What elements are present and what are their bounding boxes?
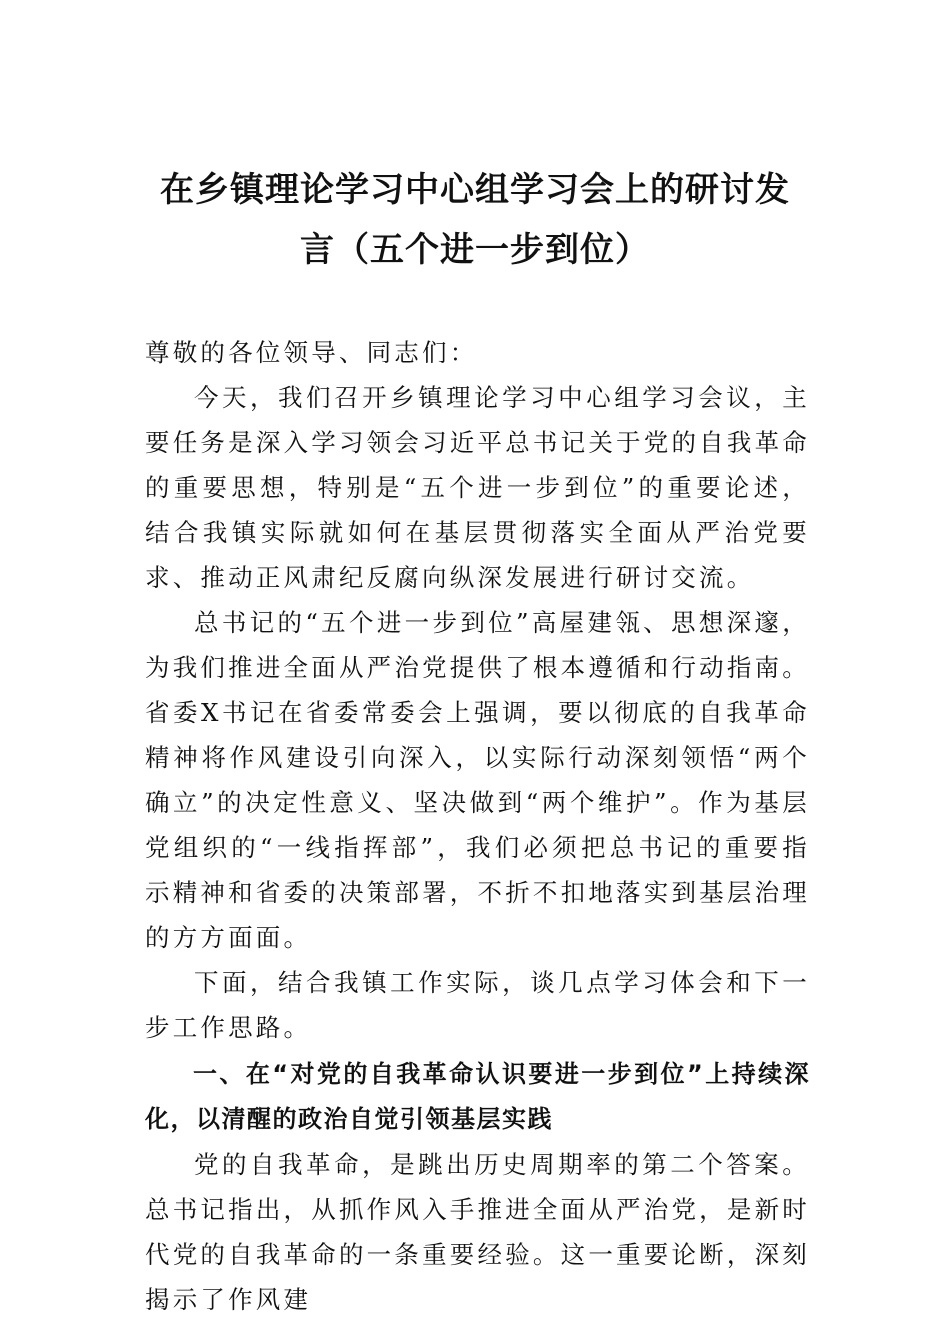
document-body — [145, 330, 810, 1322]
title-line-1: 在乡镇理论学习中心组学习会上的研讨发 — [160, 170, 790, 210]
section-1-heading: 一、在“对党的自我革命认识要进一步到位”上持续深化，以清醒的政治自觉引领基层实践 — [145, 1060, 810, 1133]
salutation: 尊敬的各位领导、同志们： — [145, 338, 478, 367]
document-title — [145, 160, 805, 280]
title-line-2: 言（五个进一步到位） — [300, 230, 650, 270]
paragraph-transition: 下面，结合我镇工作实际，谈几点学习体会和下一步工作思路。 — [145, 968, 810, 1042]
section-1-paragraph: 党的自我革命，是跳出历史周期率的第二个答案。总书记指出，从抓作风入手推进全面从严治党，是新时代党的自我革命的一条重要经验。这一重要论断，深刻揭示了作风建 — [145, 1150, 810, 1314]
paragraph-intro: 今天，我们召开乡镇理论学习中心组学习会议，主要任务是深入学习领会习近平总书记关于党的自我革命的重要思想，特别是“五个进一步到位”的重要论述，结合我镇实际就如何在基层贯彻落实全面从严治党要求、推动正风肃纪反腐向纵深发展进行研讨交流。 — [145, 383, 810, 592]
paragraph-guidance: 总书记的“五个进一步到位”高屋建瓴、思想深邃，为我们推进全面从严治党提供了根本遵循和行动指南。省委X书记在省委常委会上强调，要以彻底的自我革命精神将作风建设引向深入，以实际行动深刻领悟“两个确立”的决定性意义、坚决做到“两个维护”。作为基层党组织的“一线指挥部”，我们必须把总书记的重要指示精神和省委的决策部署，不折不扣地落实到基层治理的方方面面。 — [145, 608, 810, 952]
